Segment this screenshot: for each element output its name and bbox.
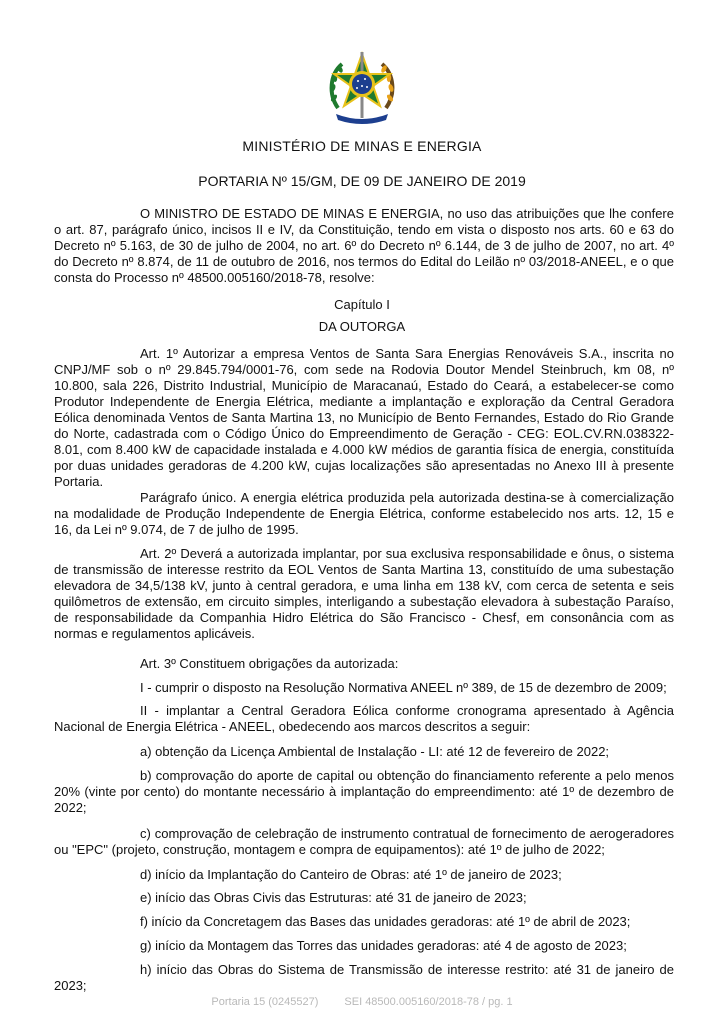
milestone-e <box>54 890 674 906</box>
chapter-number: Capítulo I <box>334 297 390 312</box>
milestone-g <box>54 938 674 954</box>
page-footer <box>0 996 724 1008</box>
footer-page-ref: SEI 48500.005160/2018-78 / pg. 1 <box>344 996 513 1008</box>
article-1-text: Art. 1º Autorizar a empresa Ventos de Santa Sara Energias Renováveis S.A., inscrita no CNPJ/MF sob o nº 29.845.794/0001-76, com sede na Rodovia Doutor Mendel Steinbruch, km 08, nº 10.800, sala 226, Distrito Industrial, Município de Maracanaú, Estado do Ceará, a estabelecer-se como Produtor Independente de Energia Elétrica, mediante a implantação e exploração da Central Geradora Eólica denominada Ventos de Santa Martina 13, no Município de Bento Fernandes, Estado do Rio Grande do Norte, cadastrada com o Código Único do Empreendimento de Geração - CEG: EOL.CV.RN.038322-8.01, com 8.400 kW de capacidade instalada e 4.000 kW médios de garantia física de energia, constituída por duas unidades geradoras de 4.200 kW, cujas localizações são apresentadas no Anexo III à presente Portaria. <box>54 346 674 489</box>
milestone-b-text: b) comprovação do aporte de capital ou obtenção do financiamento referente a pelo menos 20% (vinte por cento) do montante necessário à implantação do empreendimento: até 1º de dezembro de 2022; <box>54 768 674 815</box>
article-3-text: Art. 3º Constituem obrigações da autorizada: <box>140 656 399 671</box>
article-1-paragraph-text: Parágrafo único. A energia elétrica produzida pela autorizada destina-se à comercialização na modalidade de Produção Independente de Energia Elétrica, conforme estabelecido nos arts. 12, 15 e 16, da Lei nº 9.074, de 7 de julho de 1995. <box>54 490 674 537</box>
milestone-f <box>54 914 674 930</box>
preamble-paragraph <box>54 206 674 286</box>
article-3-inciso-1 <box>54 680 674 696</box>
article-1 <box>54 346 674 490</box>
milestone-a <box>54 744 674 760</box>
milestone-b <box>54 768 674 816</box>
brazil-coat-of-arms-icon <box>322 48 402 128</box>
milestone-c <box>54 826 674 858</box>
article-3-inciso-2 <box>54 703 674 735</box>
milestone-h <box>54 962 674 994</box>
milestone-c-text: c) comprovação de celebração de instrumento contratual de fornecimento de aerogeradores ou "EPC" (projeto, construção, montagem e compra de equipamentos): até 1º de julho de 2022; <box>54 826 674 857</box>
article-3 <box>54 656 674 672</box>
article-1-paragraph <box>54 490 674 538</box>
milestone-d <box>54 867 674 883</box>
chapter-title: DA OUTORGA <box>318 319 406 334</box>
milestone-f-text: f) início da Concretagem das Bases das unidades geradoras: até 1º de abril de 2023; <box>140 914 631 929</box>
milestone-d-text: d) início da Implantação do Canteiro de Obras: até 1º de janeiro de 2023; <box>140 867 562 882</box>
inciso-2-text: II - implantar a Central Geradora Eólica conforme cronograma apresentado à Agência Nacional de Energia Elétrica - ANEEL, obedecendo aos marcos descritos a seguir: <box>54 703 674 734</box>
milestone-g-text: g) início da Montagem das Torres das unidades geradoras: até 4 de agosto de 2023; <box>140 938 627 953</box>
footer-document-id: Portaria 15 (0245527) <box>211 996 319 1008</box>
portaria-title: PORTARIA Nº 15/GM, DE 09 DE JANEIRO DE 2019 <box>198 173 526 189</box>
article-2 <box>54 546 674 642</box>
milestone-h-text: h) início das Obras do Sistema de Transmissão de interesse restrito: até 31 de janeiro de 2023; <box>54 962 674 993</box>
article-2-text: Art. 2º Deverá a autorizada implantar, por sua exclusiva responsabilidade e ônus, o sistema de transmissão de interesse restrito da EOL Ventos de Santa Martina 13, constituído de uma subestação elevadora de 34,5/138 kV, junto à central geradora, e uma linha em 138 kV, com cerca de setenta e seis quilômetros de extensão, em circuito simples, interligando a subestação elevadora à subestação Paraíso, de responsabilidade da Companhia Hidro Elétrica do São Francisco - Chesf, em consonância com as normas e regulamentos aplicáveis. <box>54 546 674 641</box>
inciso-1-text: I - cumprir o disposto na Resolução Normativa ANEEL nº 389, de 15 de dezembro de 2009; <box>140 680 667 695</box>
ministry-heading: MINISTÉRIO DE MINAS E ENERGIA <box>242 138 482 154</box>
preamble-text: O MINISTRO DE ESTADO DE MINAS E ENERGIA, no uso das atribuições que lhe confere o art. 87, parágrafo único, incisos II e IV, da Constituição, tendo em vista o disposto nos arts. 60 e 63 do Decreto nº 5.163, de 30 de julho de 2004, no art. 6º do Decreto nº 6.144, de 3 de julho de 2007, no art. 4º do Decreto nº 8.874, de 11 de outubro de 2016, nos termos do Edital do Leilão nº 03/2018-ANEEL, e o que consta do Processo nº 48500.005160/2018-78, resolve: <box>54 206 674 285</box>
milestone-e-text: e) início das Obras Civis das Estruturas: até 31 de janeiro de 2023; <box>140 890 527 905</box>
milestone-a-text: a) obtenção da Licença Ambiental de Instalação - LI: até 12 de fevereiro de 2022; <box>140 744 610 759</box>
